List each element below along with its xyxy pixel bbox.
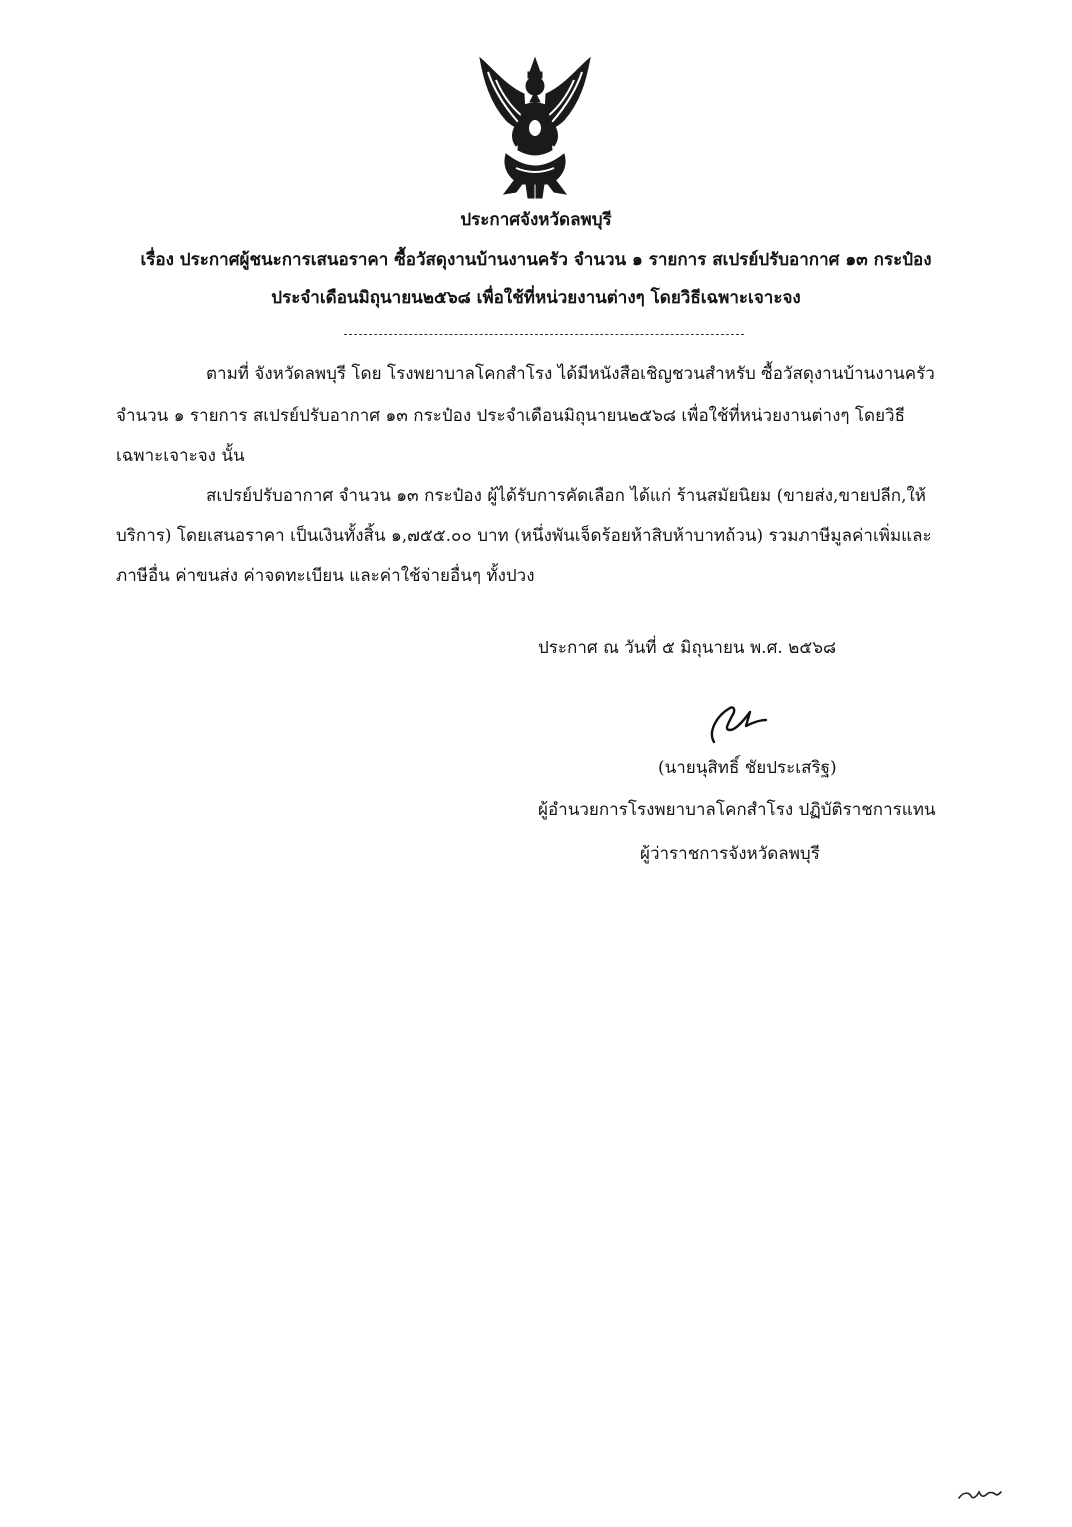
paragraph-1-line-2: จำนวน ๑ รายการ สเปรย์ปรับอากาศ ๑๓ กระป๋อง ประจำเดือนมิถุนายน๒๕๖๘ เพื่อใช้ที่หน่วยงานต่างๆ โดยวิธี (116, 406, 905, 426)
announce-date: ประกาศ ณ วันที่ ๕ มิถุนายน พ.ศ. ๒๕๖๘ (538, 638, 837, 658)
divider (344, 334, 744, 335)
signer-position-1: ผู้อำนวยการโรงพยาบาลโคกสำโรง ปฏิบัติราชการแทน (538, 800, 936, 820)
signer-position-2: ผู้ว่าราชการจังหวัดลพบุรี (640, 844, 820, 864)
paragraph-2-line-2: บริการ) โดยเสนอราคา เป็นเงินทั้งสิ้น ๑,๗๕๕.๐๐ บาท (หนึ่งพันเจ็ดร้อยห้าสิบห้าบาทถ้วน) รวมภาษีมูลค่าเพิ่มและ (116, 526, 932, 546)
paragraph-2-line-3: ภาษีอื่น ค่าขนส่ง ค่าจดทะเบียน และค่าใช้จ่ายอื่นๆ ทั้งปวง (116, 566, 535, 586)
paragraph-2-line-1: สเปรย์ปรับอากาศ จำนวน ๑๓ กระป๋อง ผู้ได้รับการคัดเลือก ได้แก่ ร้านสมัยนิยม (ขายส่ง,ขายปลีก,ให้ (206, 486, 926, 506)
handwritten-initials-icon (955, 1482, 1005, 1504)
handwritten-signature-icon (700, 692, 780, 752)
paragraph-1-line-3: เฉพาะเจาะจง นั้น (116, 446, 245, 466)
garuda-emblem-icon (476, 50, 594, 200)
subject-line-1: เรื่อง ประกาศผู้ชนะการเสนอราคา ซื้อวัสดุงานบ้านงานครัว จำนวน ๑ รายการ สเปรย์ปรับอากาศ ๑๓ กระป๋อง (140, 250, 932, 270)
signer-name: (นายนุสิทธิ์ ชัยประเสริฐ) (658, 758, 837, 778)
subject-line-2: ประจำเดือนมิถุนายน๒๕๖๘ เพื่อใช้ที่หน่วยงานต่างๆ โดยวิธีเฉพาะเจาะจง (271, 288, 801, 308)
paragraph-1-line-1: ตามที่ จังหวัดลพบุรี โดย โรงพยาบาลโคกสำโรง ได้มีหนังสือเชิญชวนสำหรับ ซื้อวัสดุงานบ้านงานครัว (206, 364, 935, 384)
document-title: ประกาศจังหวัดลพบุรี (460, 210, 612, 230)
